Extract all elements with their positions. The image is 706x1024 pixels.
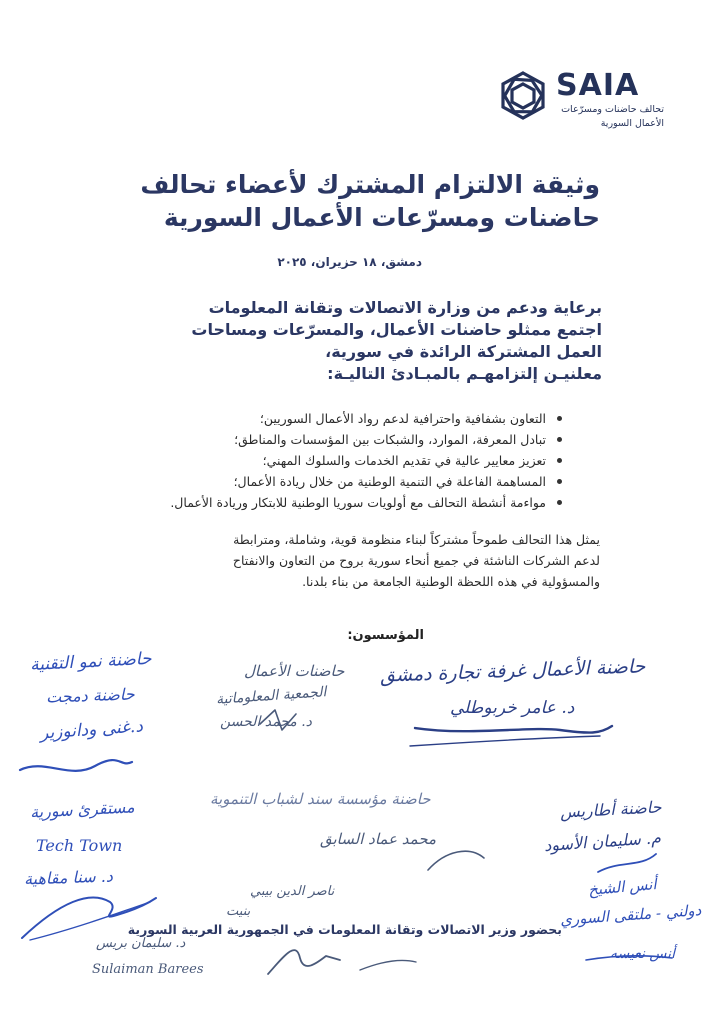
saia-logo-mark-icon [494, 70, 552, 128]
logo-subtitle-line2: الأعمال السورية [600, 118, 664, 129]
intro-line-3: العمل المشتركة الرائدة في سورية، [325, 342, 602, 361]
principle-item: تبادل المعرفة، الموارد، والشبكات بين المؤسسات والمناطق؛ [96, 429, 566, 450]
signature-item: بنيت [226, 904, 251, 919]
signature-item: د. عامر خربوطلي [450, 698, 575, 718]
signature-item: أنس الشيخ [587, 875, 658, 899]
signature-item: م. سليمان الأسود [543, 827, 662, 856]
signature-item: د. سليمان بريس [96, 936, 186, 951]
signature-item: حاضنة مؤسسة سند لشباب التنموية [210, 790, 431, 808]
logo-subtitle-line1: تحالف حاضنات ومسرّعات [561, 104, 664, 115]
founders-label: المؤسسون: [347, 628, 424, 643]
signature-item: محمد عماد السابق [320, 830, 437, 848]
signature-item: حاضنات الأعمال [244, 662, 345, 680]
signature-item: Tech Town [36, 836, 123, 855]
document-title-line1: وثيقة الالتزام المشترك لأعضاء تحالف [140, 170, 600, 199]
signature-item: د.غنى ودانوزير [39, 716, 144, 744]
principles-list [96, 408, 566, 513]
logo-brand-text: SAIA [556, 68, 640, 103]
principle-item: التعاون بشفافية واحترافية لدعم رواد الأعمال السوريين؛ [96, 408, 566, 429]
document-date: دمشق، ١٨ حزيران، ٢٠٢٥ [277, 255, 422, 269]
intro-line-2: اجتمع ممثلو حاضنات الأعمال، والمسرّعات ومساحات [191, 320, 602, 339]
signature-item: حاضنة دمجت [45, 684, 135, 707]
signature-item: أنس نعيسه [610, 946, 675, 962]
signature-item: الجمعية المعلوماتية [215, 684, 327, 708]
principle-item: المساهمة الفاعلة في التنمية الوطنية من خلال ريادة الأعمال؛ [96, 471, 566, 492]
signature-item: حاضنة أطاريس [559, 797, 662, 822]
signature-item: دولني - ملتقى السوري [559, 901, 702, 929]
intro-line-4: معلنيـن إلتزامهـم بالمبـادئ التاليـة: [327, 364, 602, 383]
closing-line-2: لدعم الشركات الناشئة في جميع أنحاء سورية بروح من التعاون والانفتاح [232, 553, 600, 568]
signatures-area [0, 640, 706, 1024]
signature-item: ناصر الدين بيبي [250, 884, 335, 899]
signature-item: د. محمد الحسن [220, 714, 312, 730]
document-footer: بحضور وزير الاتصالات وتقانة المعلومات في الجمهورية العربية السورية [127, 922, 562, 937]
closing-line-3: والمسؤولية في هذه اللحظة الوطنية الجامعة من بناء بلدنا. [302, 574, 600, 589]
document-title-line2: حاضنات ومسرّعات الأعمال السورية [163, 203, 600, 232]
principle-item: مواءمة أنشطة التحالف مع أولويات سوريا الوطنية للابتكار وريادة الأعمال. [96, 492, 566, 513]
signature-item: حاضنة نمو التقنية [29, 648, 152, 676]
signature-item: حاضنة الأعمال غرفة تجارة دمشق [379, 655, 646, 687]
saia-logo [494, 66, 664, 136]
signature-item: د. سنا مقاهية [23, 866, 114, 889]
intro-line-1: برعاية ودعم من وزارة الاتصالات وتقانة المعلومات [208, 298, 602, 317]
signature-item: Sulaiman Barees [92, 962, 204, 977]
closing-line-1: يمثل هذا التحالف طموحاً مشتركاً لبناء منظومة قوية، وشاملة، ومترابطة [233, 532, 600, 547]
principle-item: تعزيز معايير عالية في تقديم الخدمات والسلوك المهني؛ [96, 450, 566, 471]
signature-item: مستقرئ سورية [29, 797, 136, 822]
